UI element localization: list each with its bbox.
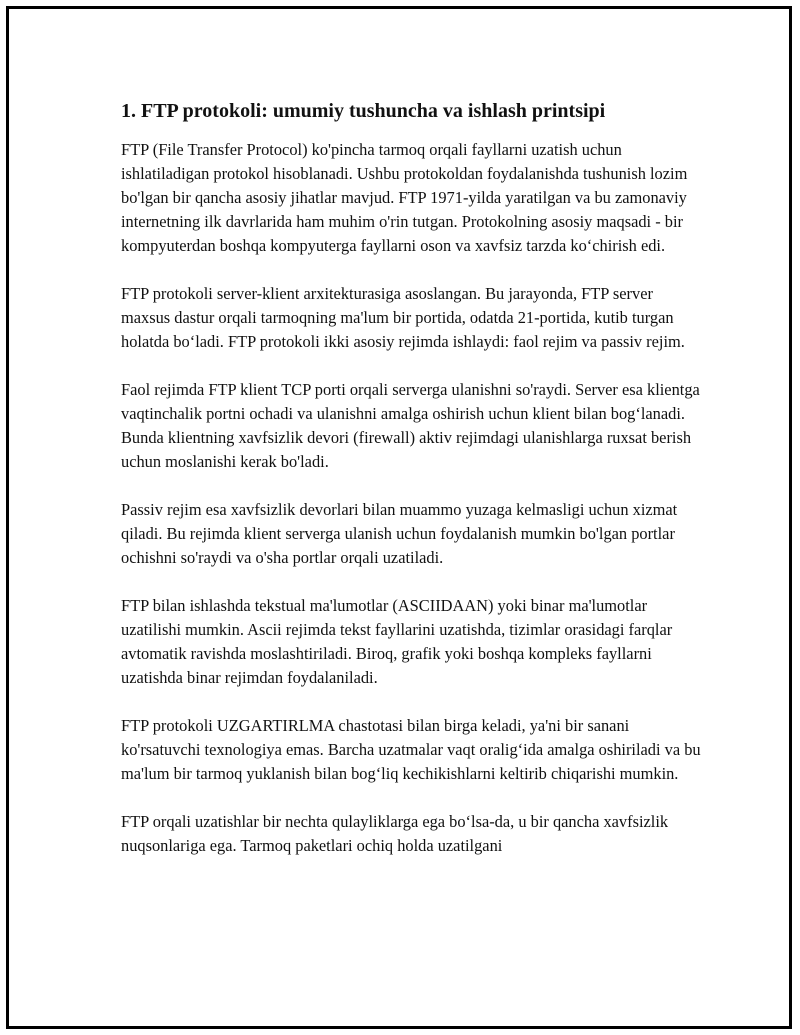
paragraph-security: FTP orqali uzatishlar bir nechta qulayliklarga ega bo‘lsa-da, u bir qancha xavfsizlik nuqsonlariga ega. Tarmoq paketlari ochiq holda uzatilgani	[121, 812, 669, 855]
paragraph-intro: FTP (File Transfer Protocol) ko'pincha tarmoq orqali fayllarni uzatish uchun ishlatiladigan protokol hisoblanadi. Ushbu protokoldan foydalanishda tushunish lozim bo'lgan bir qancha asosiy jihatlar mavjud. FTP 1971-yilda yaratilgan va bu zamonaviy internetning ilk davrlarida ham muhim o'rin tutgan. Protokolning asosiy maqsadi - bir kompyuterdan boshqa kompyuterga fayllarni oson va xavfsiz tarzda ko‘chirish edi.	[121, 140, 688, 255]
paragraph-passive-mode: Passiv rejim esa xavfsizlik devorlari bilan muammo yuzaga kelmasligi uchun xizmat qiladi. Bu rejimda klient serverga ulanish uchun foydalanish mumkin bo'lgan portlar ochishni so'raydi va o'sha portlar orqali uzatiladi.	[121, 500, 678, 567]
paragraph-data-types: FTP bilan ishlashda tekstual ma'lumotlar (ASCIIDAAN) yoki binar ma'lumotlar uzatilishi mumkin. Ascii rejimda tekst fayllarini uzatishda, tizimlar orasidagi farqlar avtomatik ravishda moslashtiriladi. Biroq, grafik yoki boshqa kompleks fayllarni uzatishda binar rejimdan foydalaniladi.	[121, 596, 673, 687]
document-body	[121, 97, 701, 882]
paragraph-timing: FTP protokoli UZGARTIRLMA chastotasi bilan birga keladi, ya'ni bir sanani ko'rsatuvchi texnologiya emas. Barcha uzatmalar vaqt oralig‘ida amalga oshiriladi va bu ma'lum bir tarmoq yuklanish bilan bog‘liq kechikishlarni keltirib chiqarishi mumkin.	[121, 716, 701, 783]
section-heading: 1. FTP protokoli: umumiy tushuncha va ishlash printsipi	[121, 100, 606, 122]
paragraph-active-mode: Faol rejimda FTP klient TCP porti orqali serverga ulanishni so'raydi. Server esa klientga vaqtinchalik portni ochadi va ulanishni amalga oshirish uchun klient bilan bog‘lanadi. Bunda klientning xavfsizlik devori (firewall) aktiv rejimdagi ulanishlarga ruxsat berish uchun moslanishi kerak bo'ladi.	[121, 380, 700, 471]
page-border	[6, 6, 792, 1029]
paragraph-architecture: FTP protokoli server-klient arxitekturasiga asoslangan. Bu jarayonda, FTP server maxsus dastur orqali tarmoqning ma'lum bir portida, odatda 21-portida, kutib turgan holatda bo‘ladi. FTP protokoli ikki asosiy rejimda ishlaydi: faol rejim va passiv rejim.	[121, 284, 685, 351]
